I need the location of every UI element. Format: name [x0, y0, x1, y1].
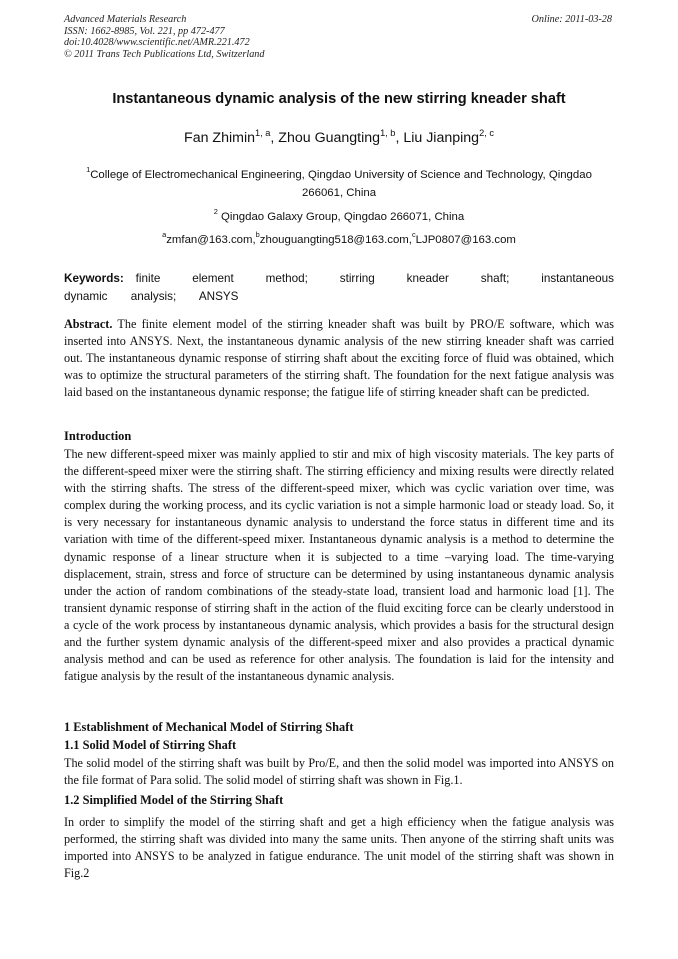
subsection-heading: 1.2 Simplified Model of the Stirring Shaft — [64, 793, 284, 807]
email-mark: b — [255, 230, 260, 239]
solid-model-paragraph: The solid model of the stirring shaft was built by Pro/E, and then the solid model was imported into ANSYS on the file format of Para solid. The solid model of stirring shaft was shown in Fig.1. — [64, 756, 614, 788]
author-affil-mark: 2, c — [479, 128, 494, 138]
subsection-heading: 1.1 Solid Model of Stirring Shaft — [64, 738, 237, 752]
affiliation-text: Qingdao Galaxy Group, Qingdao 266071, China — [217, 211, 465, 223]
simplified-model-paragraph: In order to simplify the model of the stirring shaft and get a high efficiency when the fatigue analysis was performed, the stirring shaft was divided into many the same units. Then anyone of the stirring shaft units was imported into ANSYS to be analyzed in fatigue endurance. The unit model of the stirring shaft was shown in Fig.2 — [64, 815, 614, 881]
email-address: LJP0807@163.com — [415, 234, 516, 246]
email-address: zhouguangting518@163.com, — [259, 234, 412, 246]
abstract-label: Abstract. — [64, 317, 113, 331]
paper-title: Instantaneous dynamic analysis of the new stirring kneader shaft — [112, 91, 566, 107]
email-list — [70, 230, 608, 246]
intro-paragraph: The new different-speed mixer was mainly applied to stir and mix of high viscosity materials. The key parts of the different-speed mixer were the stirring shaft. The stirring efficiency and mixing results were directly related with the stirring shafts. The stress of the different-speed mixer, which was cyclic variation over time, was complex during the working process, and its cyclic variation is not a simple harmonic load or steady load. So, it is very necessary for instantaneous dynamic analysis to understand the force status in different time and its variation with time of the different-speed mixer. Instantaneous dynamic analysis is a method to determine the dynamic response of a linear structure when it is subjected to a time –varying load. The time-varying displacement, strain, stress and force of structure can be determined by using instantaneous dynamic analysis under the action of random combinations of the steady-state load, transient load and harmonic load [1]. The transient dynamic response of stirring shaft in the action of the fluid exciting force can be clearly understood in a cycle of the work process by instantaneous dynamic analysis, which provides a basis for the structural design and the further system dynamic analysis of the different-speed mixer and also provides a practical dynamic analysis method and can be used as reference for other analysis. The foundation is laid for the intensity and fatigue analysis by the result of the instantaneous dynamic analysis. — [64, 447, 614, 684]
affiliation-1 — [70, 166, 608, 202]
affiliation-text: College of Electromechanical Engineering, Qingdao University of Science and Technology, Qingdao 266061, China — [90, 169, 592, 199]
author-name: Fan Zhimin — [184, 130, 256, 146]
section-heading: Introduction — [64, 429, 132, 443]
author-affil-mark: 1, a — [255, 128, 271, 138]
email-mark: c — [411, 230, 416, 239]
author-separator: , — [270, 130, 279, 146]
author-affil-mark: 1, b — [380, 128, 396, 138]
journal-issn: ISSN: 1662-8985, Vol. 221, pp 472-477 — [64, 25, 225, 37]
journal-header — [64, 14, 424, 60]
author-separator: , — [395, 130, 404, 146]
email-mark: a — [162, 230, 167, 239]
journal-doi: doi:10.4028/www.scientific.net/AMR.221.472 — [64, 37, 250, 49]
affiliation-mark: 2 — [213, 207, 218, 216]
abstract-text: The finite element model of the stirring kneader shaft was built by PRO/E software, which was inserted into ANSYS. Next, the instantaneous dynamic analysis of the new stirring kneader shaft was carried out. The instantaneous dynamic response of stirring shaft about the exciting force of fluid was obtained, which was to optimize the structural parameters of the stirring shaft. The foundation for the next fatigue analysis was laid based on the instantaneous dynamic response; the fatigue life of stirring kneader shaft can be predicted. — [64, 317, 614, 400]
keywords-label: Keywords: — [64, 272, 124, 285]
section-heading: 1 Establishment of Mechanical Model of Stirring Shaft — [64, 720, 354, 734]
author-name: Liu Jianping — [403, 130, 480, 146]
keywords — [64, 270, 614, 306]
journal-name: Advanced Materials Research — [64, 14, 187, 25]
author-list — [40, 130, 638, 146]
affiliation-2 — [70, 208, 608, 226]
affiliation-mark: 1 — [86, 165, 91, 174]
email-address: zmfan@163.com, — [166, 234, 256, 246]
keywords-text: finite element method; stirring kneader shaft; instantaneous dynamic analysis; ANSYS — [64, 272, 614, 303]
journal-copyright: © 2011 Trans Tech Publications Ltd, Switzerland — [64, 48, 265, 60]
author-name: Zhou Guangting — [278, 130, 381, 146]
online-date: Online: 2011-03-28 — [531, 14, 612, 25]
abstract — [64, 316, 614, 401]
